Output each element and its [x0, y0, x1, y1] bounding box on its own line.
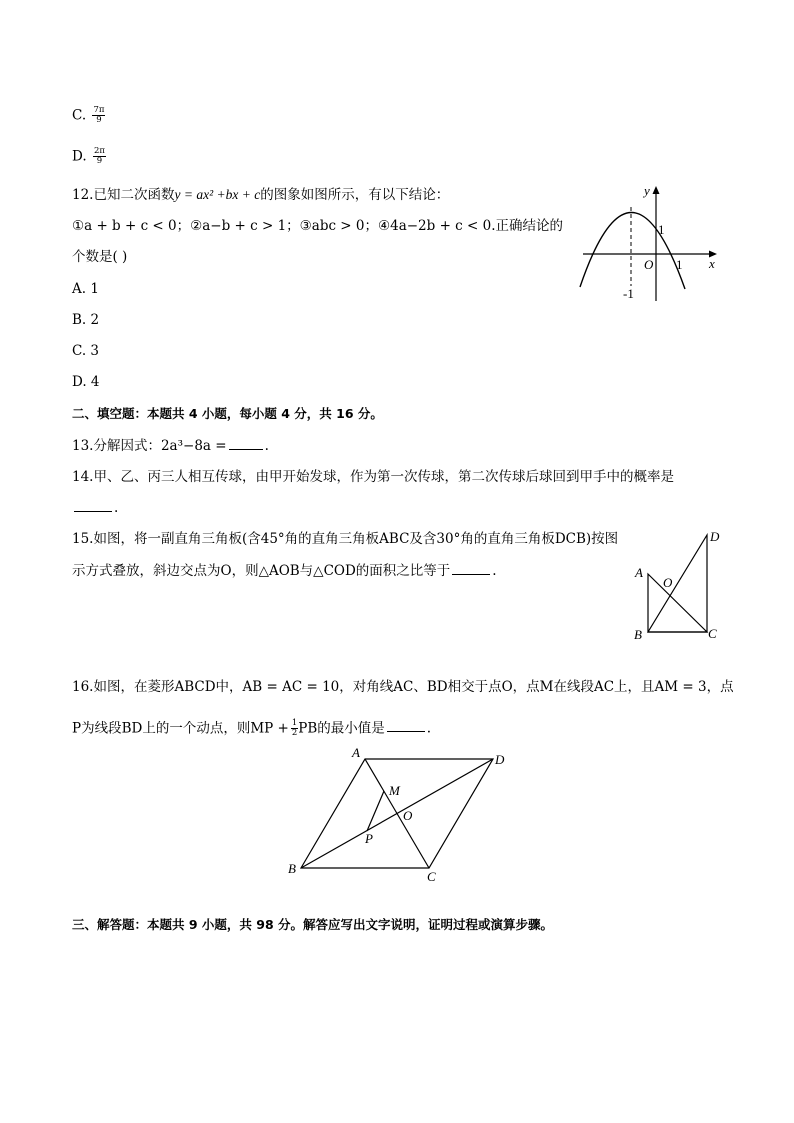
q15-answer-blank[interactable] [452, 574, 490, 575]
q16-rhombus-figure [282, 743, 512, 888]
q15-line2: 示方式叠放，斜边交点为O，则△AOB与△COD的面积之比等于 . [72, 563, 497, 579]
option-c-fraction: $\frac{7\pi}{9}$ [93, 105, 105, 126]
parabola-curve [580, 212, 685, 289]
q12-parabola-graph [575, 183, 725, 303]
label-b: B [288, 861, 296, 876]
q16-line1: 16.如图，在菱形ABCD中，AB = AC = 10，对角线AC、BD相交于点O，点M在线段AC上，且AM = 3，点 [72, 679, 734, 695]
q12-stem: 12.已知二次函数y = ax² +bx + c的图象如图所示，有以下结论： [72, 187, 450, 203]
q15-line1: 15.如图，将一副直角三角板(含45°角的直角三角板ABC及含30°角的直角三角板DCB)按图 [72, 531, 619, 547]
q12-ask: 个数是( ) [72, 249, 128, 265]
q14-answer-blank[interactable] [74, 511, 112, 512]
label-x-one: 1 [676, 257, 683, 272]
label-neg-one: -1 [623, 286, 634, 301]
q13: 13.分解因式：2a³−8a = . [72, 438, 269, 454]
q14-line1: 14.甲、乙、丙三人相互传球，由甲开始发球，作为第一次传球，第二次传球后球回到甲手中的概率是 [72, 469, 674, 485]
q12-option-d: D. 4 [72, 374, 100, 390]
label-y: y [644, 183, 650, 198]
q16-answer-blank[interactable] [387, 731, 425, 732]
diagonal-bd [301, 759, 493, 868]
q12-option-a: A. 1 [72, 281, 99, 297]
label-c: C [427, 869, 436, 884]
option-d: D. $\frac{2\pi}{9}$ [72, 146, 105, 167]
label-p: P [365, 831, 373, 846]
label-a: A [635, 565, 643, 580]
label-x: x [709, 256, 715, 271]
segment-mp [367, 791, 384, 831]
q12-option-c: C. 3 [72, 343, 100, 359]
label-a: A [352, 745, 360, 760]
q12-option-b: B. 2 [72, 312, 100, 328]
label-m: M [389, 783, 400, 798]
option-d-fraction: $\frac{2\pi}{9}$ [93, 146, 105, 167]
q12-conclusions: ①a + b + c < 0；②a−b + c > 1；③abc > 0；④4a−2b + c < 0.正确结论的 [72, 218, 564, 234]
label-o: O [663, 575, 673, 590]
label-c: C [708, 626, 717, 641]
q16-fraction: $\frac{1}{2}$ [291, 718, 298, 739]
label-origin: O [644, 257, 654, 272]
label-d: D [495, 752, 505, 767]
q13-answer-blank[interactable] [229, 449, 263, 450]
section2-heading: 二、填空题：本题共 4 小题，每小题 4 分，共 16 分。 [72, 406, 383, 421]
y-axis-arrow-icon [653, 186, 660, 194]
label-b: B [634, 627, 642, 642]
label-y-one: 1 [658, 222, 665, 237]
label-o: O [403, 808, 413, 823]
q15-triangles-figure [628, 525, 728, 647]
q14-line2: . [72, 502, 118, 516]
label-d: D [710, 529, 720, 544]
option-c: C. $\frac{7\pi}{9}$ [72, 105, 105, 126]
section3-heading: 三、解答题：本题共 9 小题，共 98 分。解答应写出文字说明，证明过程或演算步骤。 [72, 917, 554, 932]
q16-line2: P为线段BD上的一个动点，则MP + $\frac{1}{2}$ PB的最小值是 . [72, 718, 432, 739]
